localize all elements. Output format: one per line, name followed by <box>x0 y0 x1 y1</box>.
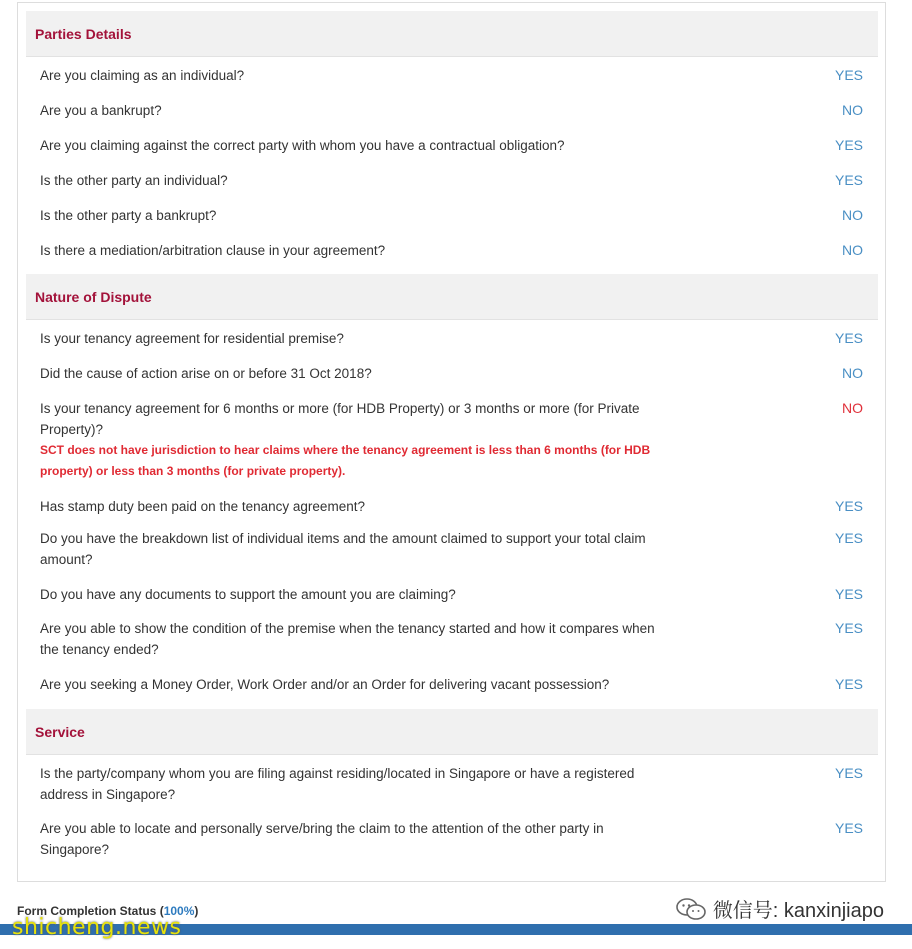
status-percent: 100% <box>163 904 195 918</box>
answer-supporting-documents: YES <box>834 586 863 602</box>
answer-stamp-duty: YES <box>834 498 863 514</box>
question-cause-of-action-date: Did the cause of action arise on or before 31 Oct 2018? <box>40 366 372 381</box>
answer-serve-claim: YES <box>834 820 863 836</box>
question-serve-claim: Are you able to locate and personally serve/bring the claim to the attention of the other party in Singapore? <box>40 821 604 857</box>
section-header-parties-details: Parties Details <box>26 11 878 57</box>
question-other-party-individual: Is the other party an individual? <box>40 173 228 188</box>
wechat-icon <box>675 896 707 922</box>
question-mediation-clause: Is there a mediation/arbitration clause in your agreement? <box>40 243 386 258</box>
form-summary-panel <box>17 2 886 882</box>
question-claiming-individual: Are you claiming as an individual? <box>40 68 245 83</box>
question-breakdown-list: Do you have the breakdown list of individual items and the amount claimed to support your total claim amount? <box>40 531 646 567</box>
answer-order-type: YES <box>834 676 863 692</box>
section-header-nature-of-dispute: Nature of Dispute <box>26 274 878 320</box>
site-watermark: shicheng.news <box>12 915 182 940</box>
question-party-in-singapore: Is the party/company whom you are filing against residing/located in Singapore or have a registered address in Singapore? <box>40 766 635 802</box>
question-supporting-documents: Do you have any documents to support the amount you are claiming? <box>40 587 456 602</box>
question-stamp-duty: Has stamp duty been paid on the tenancy agreement? <box>40 499 365 514</box>
answer-other-party-bankrupt: NO <box>842 207 863 223</box>
question-residential-premise: Is your tenancy agreement for residential premise? <box>40 331 344 346</box>
answer-residential-premise: YES <box>834 330 863 346</box>
answer-claiming-individual: YES <box>834 67 863 83</box>
answer-bankrupt: NO <box>842 102 863 118</box>
jurisdiction-warning: SCT does not have jurisdiction to hear claims where the tenancy agreement is less than 6 months (for HDB property) or less than 3 months (for private property). <box>40 443 651 478</box>
answer-premise-condition: YES <box>834 620 863 636</box>
question-correct-party: Are you claiming against the correct party with whom you have a contractual obligation? <box>40 138 565 153</box>
status-open-paren: ( <box>159 904 164 918</box>
question-premise-condition: Are you able to show the condition of the premise when the tenancy started and how it compares when the tenancy ended? <box>40 621 655 657</box>
answer-other-party-individual: YES <box>834 172 863 188</box>
question-tenancy-duration: Is your tenancy agreement for 6 months or more (for HDB Property) or 3 months or more (for Private Property)? <box>40 401 640 437</box>
question-order-type: Are you seeking a Money Order, Work Order and/or an Order for delivering vacant possession? <box>40 677 610 692</box>
wechat-label: 微信号: kanxinjiapo <box>712 900 884 922</box>
answer-breakdown-list: YES <box>834 530 863 546</box>
status-close-paren: ) <box>194 904 199 918</box>
answer-mediation-clause: NO <box>842 242 863 258</box>
question-bankrupt: Are you a bankrupt? <box>40 103 162 118</box>
status-label: Form Completion Status <box>17 904 157 918</box>
answer-correct-party: YES <box>834 137 863 153</box>
answer-tenancy-duration: NO <box>842 400 863 416</box>
section-header-service: Service <box>26 709 878 755</box>
wechat-watermark <box>675 894 884 923</box>
answer-cause-of-action-date: NO <box>842 365 863 381</box>
question-other-party-bankrupt: Is the other party a bankrupt? <box>40 208 217 223</box>
answer-party-in-singapore: YES <box>834 765 863 781</box>
